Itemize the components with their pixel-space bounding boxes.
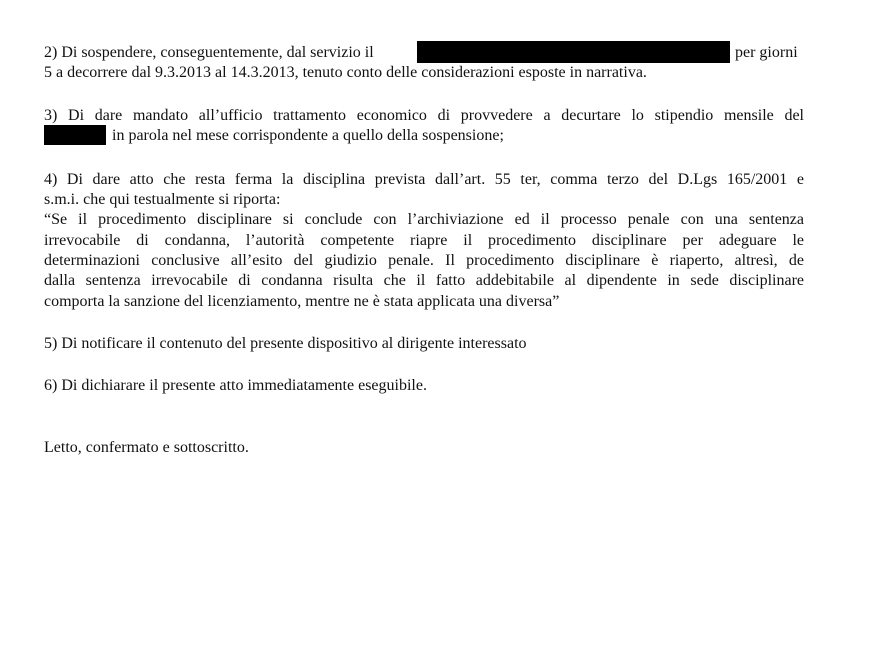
quote-line-2: irrevocabile di condanna, l’autorità competente riapre il procedimento disciplinare per adeguare le bbox=[44, 232, 804, 249]
quote-line-5: comporta la sanzione del licenziamento, mentre ne è stata applicata una diversa” bbox=[44, 293, 560, 310]
closing-line: Letto, confermato e sottoscritto. bbox=[44, 439, 249, 456]
redaction-box-name bbox=[417, 41, 730, 63]
quote-line-3: determinazioni conclusive all’esito del giudizio penale. Il procedimento disciplinare è riaperto, altresì, de bbox=[44, 252, 804, 269]
item-6: 6) Di dichiarare il presente atto immediatamente eseguibile. bbox=[44, 377, 427, 394]
item-2-line-2: 5 a decorrere dal 9.3.2013 al 14.3.2013, tenuto conto delle considerazioni esposte in narrativa. bbox=[44, 64, 647, 81]
item-2-line-1-end: per giorni bbox=[735, 44, 798, 61]
redaction-box-role bbox=[44, 125, 106, 145]
item-4-line-1: 4) Di dare atto che resta ferma la disciplina prevista dall’art. 55 ter, comma terzo del D.Lgs 165/2001 e bbox=[44, 171, 804, 188]
item-3-line-1: 3) Di dare mandato all’ufficio trattamento economico di provvedere a decurtare lo stipendio mensile del bbox=[44, 107, 804, 124]
quote-line-1: “Se il procedimento disciplinare si conclude con l’archiviazione ed il processo penale con una sentenza bbox=[44, 211, 804, 228]
item-4-line-2: s.m.i. che qui testualmente si riporta: bbox=[44, 191, 281, 208]
item-3-line-2: in parola nel mese corrispondente a quello della sospensione; bbox=[112, 127, 504, 144]
item-2-line-1-start: 2) Di sospendere, conseguentemente, dal servizio il bbox=[44, 44, 374, 61]
quote-line-4: dalla sentenza irrevocabile di condanna risulta che il fatto addebitabile al dipendente in sede disciplinare bbox=[44, 272, 804, 289]
item-5: 5) Di notificare il contenuto del presente dispositivo al dirigente interessato bbox=[44, 335, 527, 352]
